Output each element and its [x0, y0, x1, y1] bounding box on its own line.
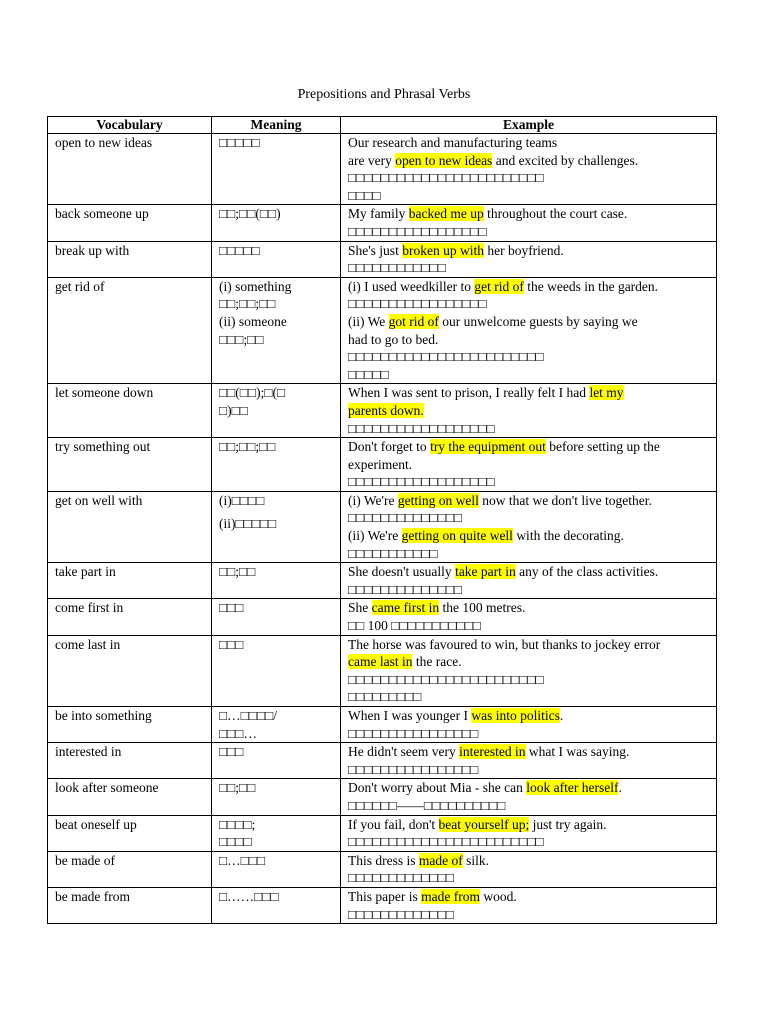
example-cell: [341, 635, 717, 706]
example-line: [348, 259, 712, 277]
example-text: This paper is: [348, 888, 422, 904]
example-text: □□□□□□□□□□□□: [348, 260, 446, 276]
example-line: [348, 707, 712, 725]
example-cell: [341, 563, 717, 599]
highlighted-phrase: let my: [589, 385, 624, 401]
example-line: [348, 509, 712, 527]
example-line: [348, 636, 712, 654]
example-cell: [341, 707, 717, 743]
example-cell: [341, 384, 717, 438]
column-header-example: Example: [341, 117, 717, 134]
vocabulary-cell: open to new ideas: [48, 134, 212, 205]
meaning-cell: [212, 134, 341, 205]
example-text: □□□□□□□□□□□□□□□□□: [348, 296, 487, 312]
example-text: experiment.: [348, 456, 413, 472]
highlighted-phrase: getting on quite well: [401, 528, 513, 544]
example-text: silk.: [462, 852, 489, 868]
table-row: [48, 438, 717, 492]
vocabulary-cell: be made of: [48, 851, 212, 887]
example-text: .: [559, 708, 564, 723]
highlighted-phrase: take part in: [455, 564, 516, 580]
example-line: [348, 331, 712, 349]
example-text: what I was saying.: [525, 744, 630, 760]
table-row: [48, 241, 717, 277]
example-line: [348, 366, 712, 384]
meaning-cell: [212, 779, 341, 815]
example-text: □□□□□□□□□□□□□□□□□□□□□□□□: [348, 170, 544, 186]
example-text: This dress is: [348, 852, 419, 868]
example-text: □□□□□□□□□□□□□□: [348, 510, 463, 526]
example-line: [348, 278, 712, 296]
example-text: □□□□□: [348, 366, 389, 382]
meaning-cell: [212, 563, 341, 599]
highlighted-phrase: came last in: [348, 654, 413, 670]
meaning-cell: [212, 241, 341, 277]
meaning-line: □)□□: [219, 402, 248, 418]
table-row: [48, 815, 717, 851]
highlighted-phrase: made of: [418, 852, 463, 868]
meaning-line: □□□: [219, 600, 244, 616]
table-row: [48, 205, 717, 241]
example-line: [348, 617, 712, 635]
example-cell: [341, 134, 717, 205]
example-line: [348, 438, 712, 456]
highlighted-phrase: look after herself: [526, 780, 619, 796]
example-text: □□□□□□□□□□□□□: [348, 870, 455, 886]
meaning-cell: [212, 707, 341, 743]
example-line: [348, 402, 712, 420]
table-row: [48, 277, 717, 384]
meaning-line: □□;□□(□□): [219, 206, 281, 222]
example-line: [348, 852, 712, 870]
vocabulary-cell: come first in: [48, 599, 212, 635]
table-row: [48, 563, 717, 599]
example-line: [348, 205, 712, 223]
meaning-cell: [212, 599, 341, 635]
example-text: □□□□□□□□□□□□□□: [348, 581, 463, 597]
meaning-cell: [212, 491, 341, 562]
example-text: our unwelcome guests by saying we: [438, 313, 638, 329]
meaning-line: □□;□□: [219, 564, 256, 580]
vocabulary-cell: try something out: [48, 438, 212, 492]
example-text: If you fail, don't: [348, 816, 439, 832]
vocabulary-cell: get rid of: [48, 277, 212, 384]
example-text: □□□□□□□□□□□□□: [348, 906, 455, 922]
example-cell: [341, 815, 717, 851]
vocabulary-table: [47, 116, 717, 924]
example-text: and excited by challenges.: [492, 152, 639, 168]
example-line: [348, 242, 712, 260]
example-line: [348, 581, 712, 599]
highlighted-phrase: was into politics: [471, 708, 560, 723]
example-text: □□□□□□□□□□□□□□□□□□: [348, 420, 495, 436]
meaning-line: (ii) someone: [219, 313, 287, 329]
example-text: □□□□□□□□□□□□□□□□□□□□□□□□: [348, 834, 544, 850]
meaning-cell: [212, 887, 341, 923]
table-row: [48, 384, 717, 438]
example-text: She doesn't usually: [348, 564, 456, 580]
example-text: throughout the court case.: [483, 206, 628, 222]
table-body: [48, 134, 717, 924]
meaning-cell: [212, 384, 341, 438]
example-cell: [341, 599, 717, 635]
meaning-line: (i) something: [219, 278, 292, 294]
example-text: with the decorating.: [512, 528, 624, 544]
example-line: [348, 384, 712, 402]
example-text: He didn't seem very: [348, 744, 460, 760]
example-text: (i) I used weedkiller to: [348, 278, 475, 294]
example-cell: [341, 205, 717, 241]
example-text: her boyfriend.: [483, 242, 564, 258]
meaning-cell: [212, 743, 341, 779]
meaning-line: □□(□□);□(□: [219, 385, 286, 401]
meaning-line: □□;□□;□□: [219, 296, 276, 312]
vocabulary-cell: be made from: [48, 887, 212, 923]
example-text: □□□□□□□□□□□□□□□□□□□□□□□□: [348, 671, 544, 687]
example-text: Don't worry about Mia - she can: [348, 780, 527, 796]
example-line: [348, 599, 712, 617]
meaning-cell: [212, 438, 341, 492]
example-text: My family: [348, 206, 409, 222]
meaning-line: □□□□;: [219, 816, 256, 832]
highlighted-phrase: getting on well: [397, 492, 479, 508]
example-line: [348, 313, 712, 331]
example-cell: [341, 438, 717, 492]
example-cell: [341, 241, 717, 277]
highlighted-phrase: backed me up: [408, 206, 484, 222]
table-row: [48, 134, 717, 205]
highlighted-phrase: parents down.: [348, 402, 424, 418]
example-text: (i) We're: [348, 492, 398, 508]
example-line: [348, 653, 712, 671]
column-header-vocabulary: Vocabulary: [48, 117, 212, 134]
meaning-cell: [212, 277, 341, 384]
example-text: □□□□□□□□□□□□□□□□□□□□□□□□: [348, 349, 544, 365]
meaning-line: □□□: [219, 744, 244, 760]
example-text: □□□□□□——□□□□□□□□□□: [348, 797, 506, 813]
column-header-meaning: Meaning: [212, 117, 341, 134]
example-text: (ii) We: [348, 313, 389, 329]
meaning-line: □□□;□□: [219, 331, 264, 347]
table-row: [48, 635, 717, 706]
example-line: [348, 545, 712, 563]
example-text: the race.: [412, 654, 462, 670]
table-row: [48, 599, 717, 635]
example-text: the 100 metres.: [439, 600, 526, 616]
example-text: Our research and manufacturing teams: [348, 135, 558, 150]
example-line: [348, 688, 712, 706]
example-text: The horse was favoured to win, but thanks to jockey error: [348, 636, 661, 652]
example-text: □□□□□□□□□□□: [348, 545, 438, 561]
example-line: [348, 492, 712, 510]
example-text: had to go to bed.: [348, 331, 439, 347]
table-header-row: [48, 117, 717, 134]
example-text: She: [348, 600, 372, 616]
meaning-line: □……□□□: [219, 888, 279, 904]
vocabulary-cell: break up with: [48, 241, 212, 277]
highlighted-phrase: open to new ideas: [395, 152, 493, 168]
example-text: □□□□□□□□□: [348, 689, 422, 705]
meaning-line: (ii)□□□□□: [219, 516, 277, 532]
example-cell: [341, 887, 717, 923]
meaning-line: □□□…: [219, 725, 257, 741]
example-text: now that we don't live together.: [478, 492, 652, 508]
meaning-line: □□□□□: [219, 135, 260, 150]
example-line: [348, 833, 712, 851]
highlighted-phrase: beat yourself up;: [438, 816, 530, 832]
meaning-line: □□□□□: [219, 242, 260, 258]
example-line: [348, 348, 712, 366]
meaning-line: □□;□□: [219, 780, 256, 796]
example-cell: [341, 277, 717, 384]
example-text: are very: [348, 152, 396, 168]
vocabulary-cell: come last in: [48, 635, 212, 706]
example-line: [348, 473, 712, 491]
example-line: [348, 906, 712, 924]
highlighted-phrase: broken up with: [402, 242, 484, 258]
example-text: When I was younger I: [348, 708, 472, 723]
example-cell: [341, 743, 717, 779]
example-line: [348, 797, 712, 815]
example-line: [348, 527, 712, 545]
example-line: [348, 888, 712, 906]
example-text: □□□□: [348, 187, 381, 203]
example-text: □□□□□□□□□□□□□□□□□: [348, 223, 487, 239]
vocabulary-cell: beat oneself up: [48, 815, 212, 851]
example-text: □□□□□□□□□□□□□□□□: [348, 761, 479, 777]
highlighted-phrase: try the equipment out: [430, 439, 546, 455]
example-line: [348, 295, 712, 313]
meaning-cell: [212, 635, 341, 706]
example-line: [348, 134, 712, 152]
vocabulary-cell: be into something: [48, 707, 212, 743]
example-text: .: [618, 780, 622, 796]
table-row: [48, 887, 717, 923]
table-row: [48, 707, 717, 743]
highlighted-phrase: made from: [421, 888, 480, 904]
meaning-line: (i)□□□□: [219, 492, 265, 508]
example-text: wood.: [479, 888, 517, 904]
vocabulary-cell: let someone down: [48, 384, 212, 438]
example-line: [348, 152, 712, 170]
example-line: [348, 779, 712, 797]
example-line: [348, 671, 712, 689]
example-text: the weeds in the garden.: [523, 278, 659, 294]
example-text: before setting up the: [545, 439, 660, 455]
table-row: [48, 743, 717, 779]
example-text: □□ 100 □□□□□□□□□□□: [348, 618, 482, 634]
meaning-cell: [212, 851, 341, 887]
example-cell: [341, 779, 717, 815]
vocabulary-cell: get on well with: [48, 491, 212, 562]
meaning-line: □□□□: [219, 834, 252, 850]
highlighted-phrase: got rid of: [388, 313, 439, 329]
document-title: Prepositions and Phrasal Verbs: [297, 87, 471, 102]
highlighted-phrase: interested in: [459, 744, 526, 760]
example-line: [348, 743, 712, 761]
meaning-line: □…□□□□/: [219, 708, 278, 723]
table-row: [48, 779, 717, 815]
example-line: [348, 816, 712, 834]
example-text: When I was sent to prison, I really felt I had: [348, 385, 590, 401]
example-line: [348, 223, 712, 241]
example-text: □□□□□□□□□□□□□□□□□□: [348, 474, 495, 490]
example-text: □□□□□□□□□□□□□□□□: [348, 725, 479, 741]
vocabulary-cell: look after someone: [48, 779, 212, 815]
example-line: [348, 761, 712, 779]
example-cell: [341, 851, 717, 887]
meaning-line: □□□: [219, 636, 244, 652]
table-row: [48, 851, 717, 887]
highlighted-phrase: get rid of: [474, 278, 524, 294]
meaning-line: □…□□□: [219, 852, 266, 868]
example-text: Don't forget to: [348, 439, 431, 455]
example-line: [348, 456, 712, 474]
meaning-line: □□;□□;□□: [219, 439, 276, 455]
example-text: (ii) We're: [348, 528, 402, 544]
meaning-cell: [212, 205, 341, 241]
example-text: any of the class activities.: [515, 564, 659, 580]
example-line: [348, 187, 712, 205]
table-row: [48, 491, 717, 562]
example-line: [348, 420, 712, 438]
example-line: [348, 169, 712, 187]
example-text: She's just: [348, 242, 403, 258]
example-text: just try again.: [529, 816, 607, 832]
vocabulary-cell: back someone up: [48, 205, 212, 241]
example-line: [348, 725, 712, 743]
example-line: [348, 869, 712, 887]
meaning-cell: [212, 815, 341, 851]
vocabulary-cell: take part in: [48, 563, 212, 599]
example-cell: [341, 491, 717, 562]
example-line: [348, 563, 712, 581]
highlighted-phrase: came first in: [371, 600, 440, 616]
vocabulary-cell: interested in: [48, 743, 212, 779]
